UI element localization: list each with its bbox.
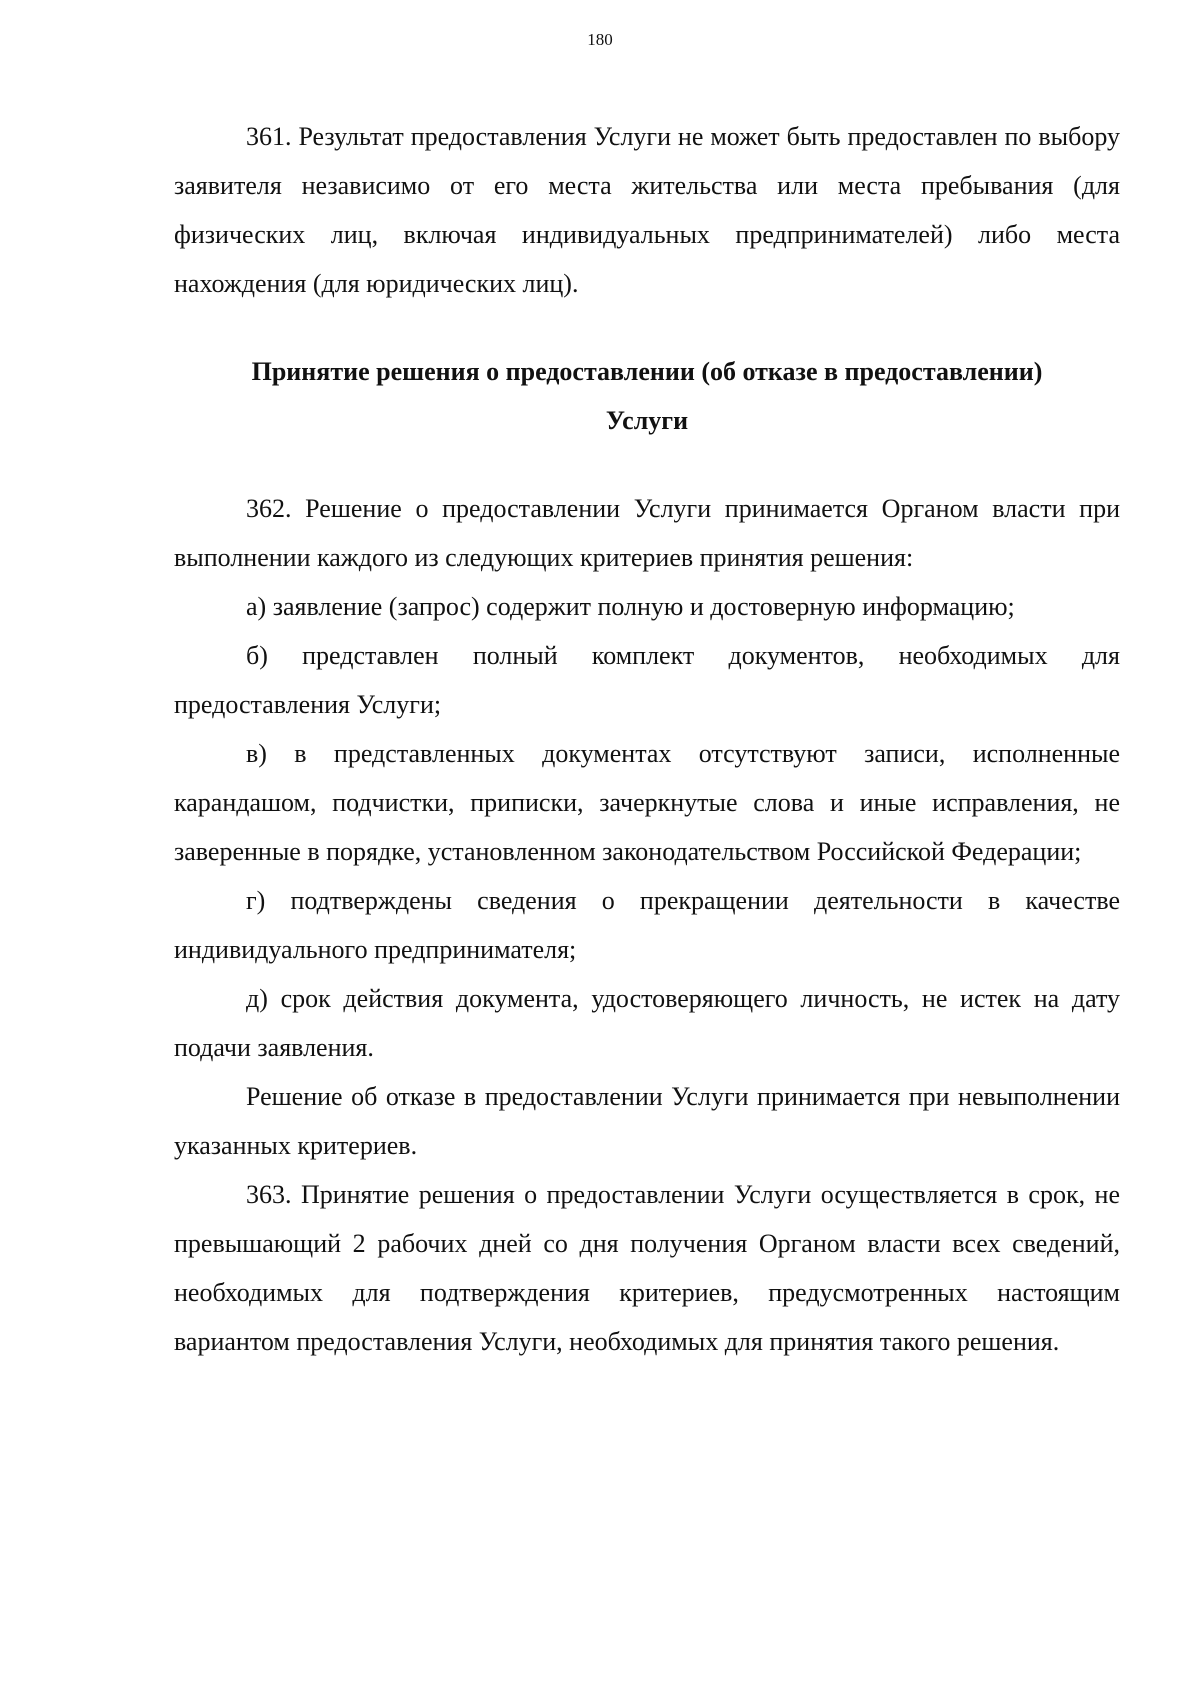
spacer bbox=[174, 445, 1120, 484]
refusal-paragraph: Решение об отказе в предоставлении Услуги принимается при невыполнении указанных критериев. bbox=[174, 1082, 1120, 1160]
paragraph-363: 363. Принятие решения о предоставлении Услуги осуществляется в срок, не превышающий 2 рабочих дней со дня получения Органом власти всех сведений, необходимых для подтверждения критериев, предусмотренных настоящим вариантом предоставления Услуги, необходимых для принятия такого решения. bbox=[174, 1180, 1120, 1356]
criterion-b: б) представлен полный комплект документов, необходимых для предоставления Услуги; bbox=[174, 641, 1120, 719]
criterion-v: в) в представленных документах отсутствуют записи, исполненные карандашом, подчистки, приписки, зачеркнутые слова и иные исправления, не заверенные в порядке, установленном законодательством Российской Федерации; bbox=[174, 739, 1120, 866]
paragraph-362: 362. Решение о предоставлении Услуги принимается Органом власти при выполнении каждого из следующих критериев принятия решения: bbox=[174, 494, 1120, 572]
paragraph-361: 361. Результат предоставления Услуги не может быть предоставлен по выбору заявителя независимо от его места жительства или места пребывания (для физических лиц, включая индивидуальных предпринимателей) либо места нахождения (для юридических лиц). bbox=[174, 122, 1120, 298]
spacer bbox=[174, 308, 1120, 347]
section-heading-line-1: Принятие решения о предоставлении (об отказе в предоставлении) bbox=[251, 357, 1043, 386]
criterion-g: г) подтверждены сведения о прекращении деятельности в качестве индивидуального предпринимателя; bbox=[174, 886, 1120, 964]
criterion-d: д) срок действия документа, удостоверяющего личность, не истек на дату подачи заявления. bbox=[174, 984, 1120, 1062]
document-body bbox=[174, 112, 1120, 1366]
section-heading-line-2: Услуги bbox=[605, 406, 689, 435]
criterion-a: а) заявление (запрос) содержит полную и достоверную информацию; bbox=[246, 592, 1015, 621]
page-number: 180 bbox=[587, 30, 613, 49]
section-heading bbox=[174, 347, 1120, 445]
